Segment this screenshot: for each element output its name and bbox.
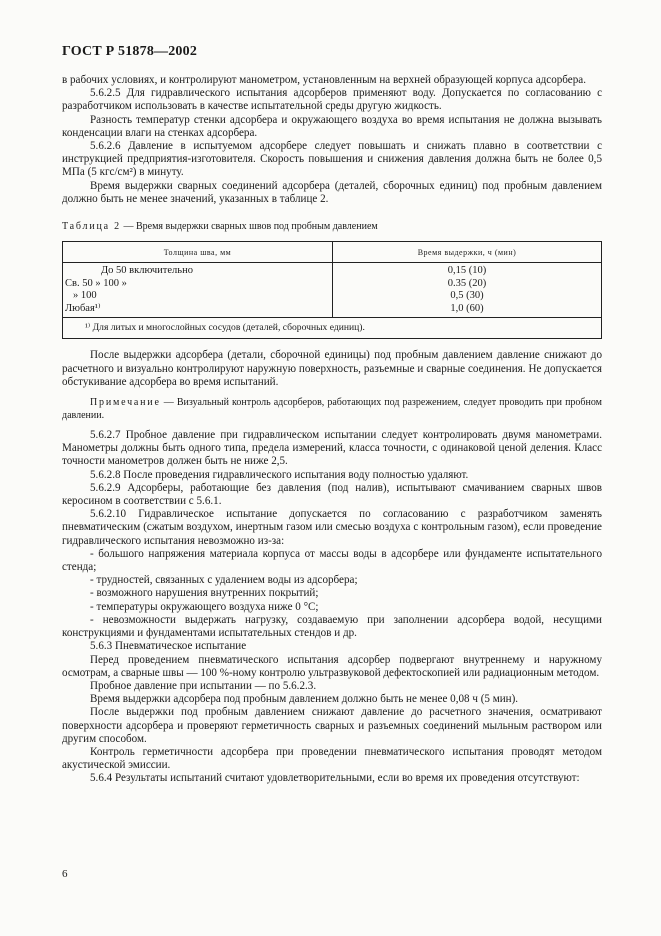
note-text: — Визуальный контроль адсорберов, работающих под разрежением, следует проводить при пробном давлении.	[62, 397, 602, 422]
paragraph: Время выдержки адсорбера под пробным давлением должно быть не менее 0,08 ч (5 мин).	[90, 693, 519, 706]
list-item: - большого напряжения материала корпуса от массы воды в адсорбере или фундаменте испытательного стенда;	[62, 547, 602, 574]
paragraph: 5.6.2.9 Адсорберы, работающие без давления (под налив), испытывают смачиванием сварных швов керосином в соответствии с 5.6.1.	[62, 481, 602, 508]
paragraph: 5.6.2.7 Пробное давление при гидравлическом испытании следует контролировать двумя манометрами. Манометры должны быть одного типа, предела измерений, класса точности, с одинаковой ценой деления. Класс точности манометров должен быть не ниже 2,5.	[62, 429, 602, 468]
list-item: - трудностей, связанных с удалением воды из адсорбера;	[90, 574, 358, 587]
list-item: - температуры окружающего воздуха ниже 0 °С;	[90, 600, 319, 613]
paragraph: 5.6.2.5 Для гидравлического испытания адсорберов применяют воду. Допускается по согласованию с разработчиком использовать в качестве испытательной среды другую жидкость.	[62, 87, 602, 113]
section-heading: 5.6.3 Пневматическое испытание	[90, 640, 247, 653]
paragraph: После выдержки под пробным давлением снижают давление до расчетного значения, осматривают поверхности адсорбера и проверяют герметичность сварных и разъемных соединений мыльным раствором или другим способом.	[62, 706, 602, 745]
col-header-thickness: Толщина шва, мм	[63, 242, 333, 263]
paragraph: 5.6.4 Результаты испытаний считают удовлетворительными, если во время их проведения отсутствуют:	[90, 772, 580, 785]
col-header-time: Время выдержки, ч (мин)	[333, 242, 602, 263]
paragraph: Разность температур стенки адсорбера и окружающего воздуха во время испытания не должна вызывать конденсации влаги на стенках адсорбера.	[62, 113, 602, 139]
paragraph: 5.6.2.6 Давление в испытуемом адсорбере следует повышать и снижать плавно в соответствии с инструкцией предприятия-изготовителя. Скорость повышения и снижения давления должна быть не более 0,5 МПа (5 кгс/см²) в минуту.	[62, 140, 602, 179]
list-item: - невозможности выдержать нагрузку, создаваемую при заполнении адсорбера водой, несущими конструкциями и фундаментами испытательных стендов и др.	[62, 613, 602, 640]
paragraph: 5.6.2.8 После проведения гидравлического испытания воду полностью удаляют.	[90, 468, 469, 481]
thickness-column	[63, 263, 333, 318]
note	[62, 396, 602, 422]
table-body	[63, 263, 602, 318]
page-number: 6	[62, 868, 68, 880]
table-caption-label: Таблица 2	[62, 221, 121, 233]
paragraph: Контроль герметичности адсорбера при проведении пневматического испытания проводят методом акустической эмиссии.	[62, 745, 602, 772]
table-cell: До 50 включительно	[101, 265, 193, 277]
paragraph: Время выдержки сварных соединений адсорбера (деталей, сборочных единиц) под пробным давлением должно быть не менее значений, указанных в таблице 2.	[62, 179, 602, 205]
table-footnote-row	[63, 318, 602, 339]
paragraph: в рабочих условиях, и контролируют манометром, установленным на верхней образующей корпуса адсорбера.	[62, 74, 586, 86]
table-caption	[62, 220, 602, 233]
weld-hold-time-table	[62, 241, 602, 339]
paragraph: Перед проведением пневматического испытания адсорбер подвергают внутреннему и наружному осмотрам, а сварные швы — 100 %-ному контролю ультразвуковой дефектоскопией или радиационным методом.	[62, 653, 602, 679]
table-cell: 0,15 (10)	[447, 265, 487, 277]
paragraph: 5.6.2.10 Гидравлическое испытание допускается по согласованию с разработчиком заменять пневматическим (сжатым воздухом, инертным газом или смесью воздуха с контрольным газом), если проведение гидравлического испытания невозможно из-за:	[62, 508, 602, 547]
paragraph: После выдержки адсорбера (детали, сборочной единицы) под пробным давлением давление снижают до расчетного и визуально контролируют наружную поверхность, разъемные и сварные соединения. Не допускается обстукивание адсорбера во время испытаний.	[62, 349, 602, 388]
table-footnote: ¹⁾ Для литых и многослойных сосудов (деталей, сборочных единиц).	[63, 318, 602, 339]
document-header: ГОСТ Р 51878—2002	[62, 44, 198, 59]
table-cell: 0.35 (20)	[447, 277, 487, 289]
table-cell: 0,5 (30)	[450, 290, 484, 302]
table-cell: 1,0 (60)	[450, 302, 484, 314]
note-label: Примечание	[90, 397, 161, 409]
table-cell: » 100	[73, 290, 97, 302]
time-column	[333, 263, 602, 318]
document-body	[62, 74, 602, 786]
table-cell: Св. 50 » 100 »	[65, 277, 127, 289]
paragraph: Пробное давление при испытании — по 5.6.2.3.	[90, 679, 317, 692]
table-caption-text: — Время выдержки сварных швов под пробным давлением	[120, 221, 378, 233]
table-cell: Любая¹⁾	[65, 302, 101, 314]
table-header-row	[63, 242, 602, 263]
list-item: - возможного нарушения внутренних покрытий;	[90, 587, 319, 600]
